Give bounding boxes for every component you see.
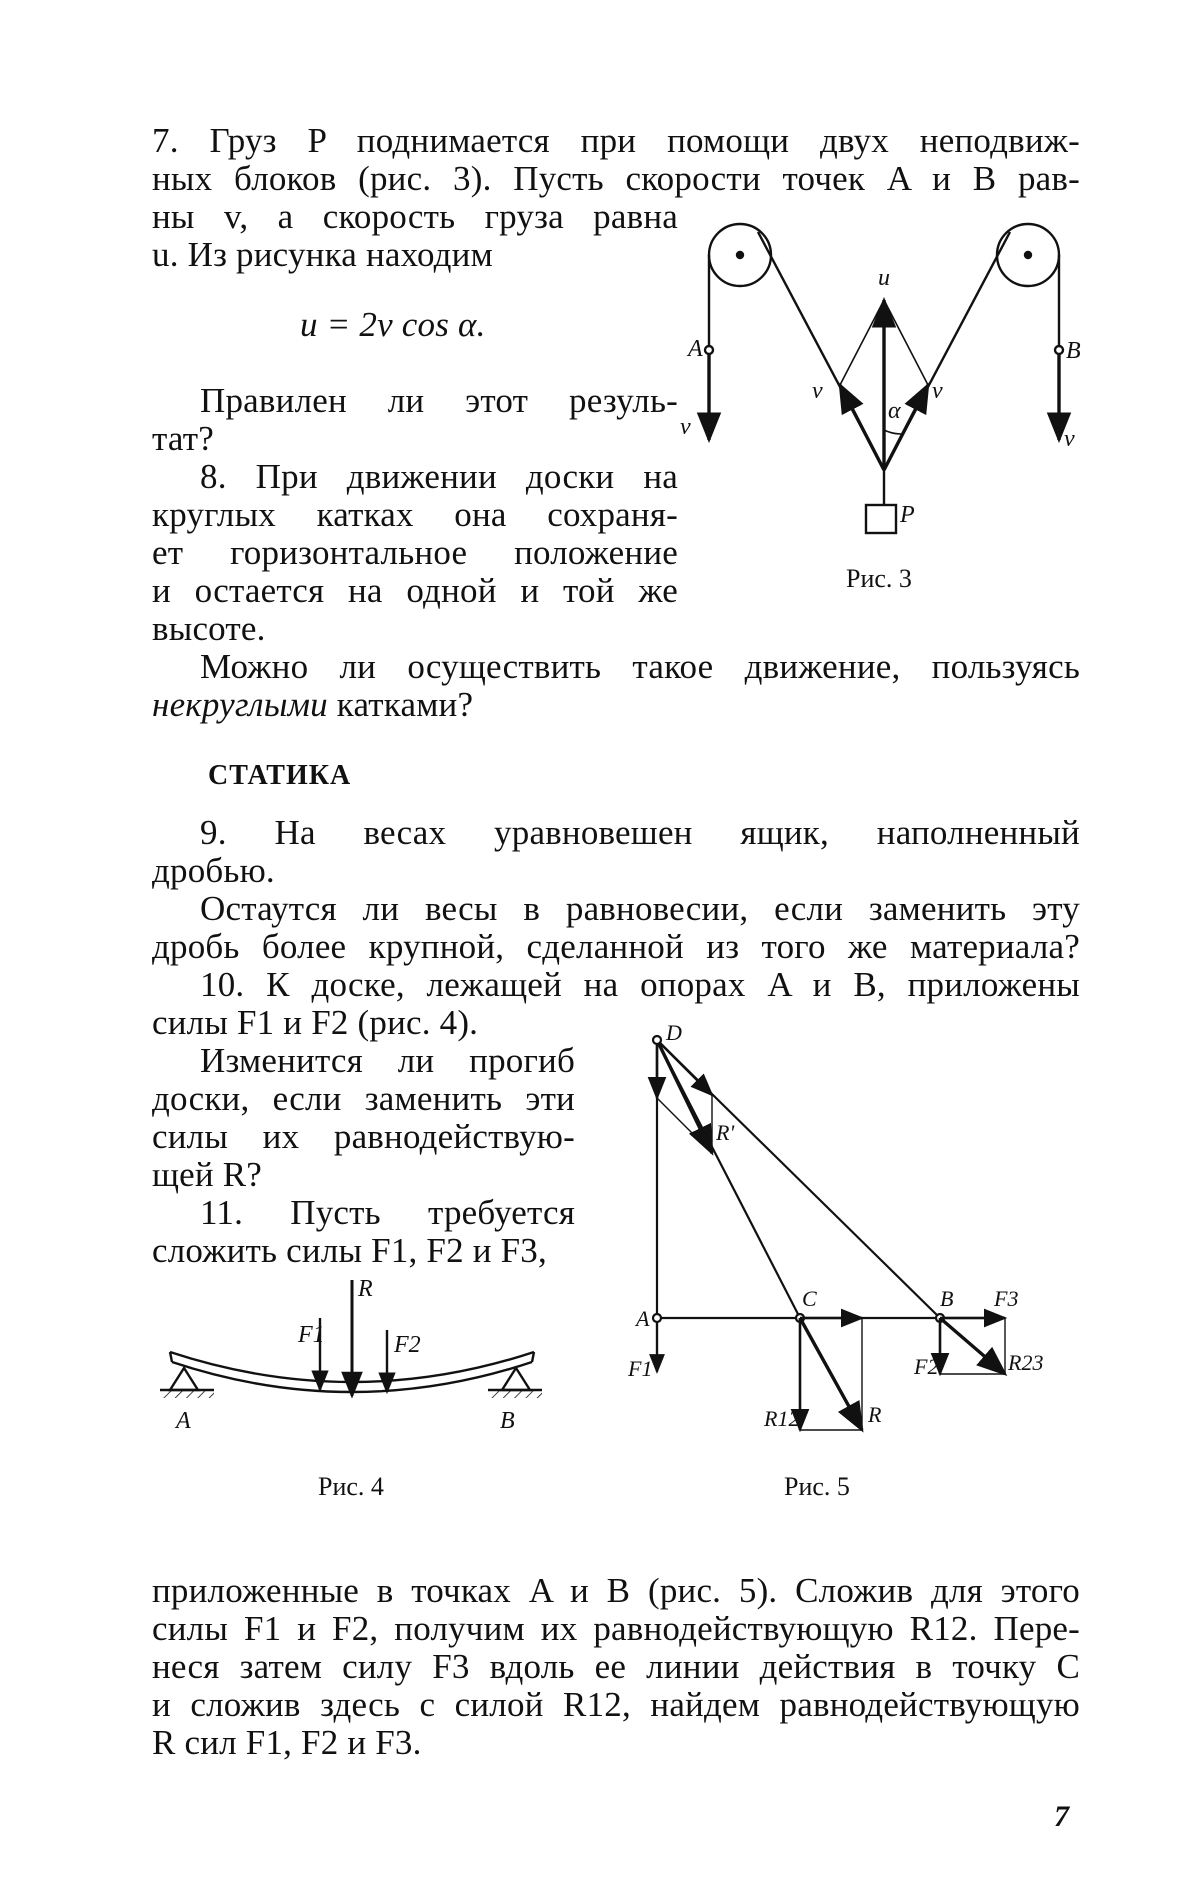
- fig4-label-R: R: [358, 1276, 373, 1302]
- figure-4-labels: [174, 1276, 515, 1434]
- p9-line-2: дробью.: [152, 851, 275, 890]
- fig4-label-F1: F1: [298, 1322, 325, 1348]
- fig5-label-C: C: [802, 1286, 817, 1311]
- p11-line-2: сложить силы F1, F2 и F3,: [152, 1231, 547, 1270]
- p7-line-2: ных блоков (рис. 3). Пусть скорости точек A и B рав-: [152, 159, 1080, 198]
- p10-line-3: Изменится ли прогиб: [200, 1041, 575, 1080]
- fig4-label-B: B: [500, 1408, 515, 1434]
- fig5-label-F1: F1: [628, 1356, 653, 1381]
- p10-line-2: силы F1 и F2 (рис. 4).: [152, 1003, 479, 1042]
- fig5-label-R12: R12: [764, 1406, 800, 1431]
- p10-line-4: доски, если заменить эти: [152, 1079, 575, 1118]
- fig4-label-A: A: [176, 1408, 191, 1434]
- p8-line-2: круглых катках она сохраня-: [152, 495, 678, 534]
- section-heading-statics: СТАТИКА: [208, 760, 352, 791]
- p7-line-4: u. Из рисунка находим: [152, 235, 493, 274]
- fig3-label-A: A: [688, 336, 703, 362]
- fig3-label-B: B: [1066, 338, 1081, 364]
- force-R-prime-arrow: [657, 1040, 712, 1153]
- velocity-v-left-arrow: [840, 385, 884, 470]
- fig3-label-u: u: [878, 265, 890, 291]
- p7-formula: u = 2v cos α.: [300, 305, 486, 344]
- fig3-label-P: P: [900, 502, 915, 528]
- figure-5-labels: [627, 1020, 1043, 1431]
- load-P: [866, 505, 896, 533]
- force-R-arrow: [800, 1318, 862, 1430]
- fig3-label-v-B: v: [1064, 426, 1075, 452]
- p8-italic-word: некруглыми: [152, 685, 328, 724]
- figure-5: [653, 1036, 1005, 1430]
- fig5-label-R-prime: R': [716, 1120, 735, 1145]
- p7-line-6: тат?: [152, 419, 214, 458]
- p7-line-5: Правилен ли этот резуль-: [200, 381, 678, 420]
- fig3-label-v-left: v: [812, 378, 823, 404]
- fig5-label-D: D: [666, 1020, 682, 1045]
- p9-line-1: 9. На весах уравновешен ящик, наполненный: [200, 813, 1080, 852]
- force-R23-arrow: [940, 1318, 1005, 1374]
- p7-line-3: ны v, а скорость груза равна: [152, 197, 678, 236]
- fig5-label-F2: F2: [914, 1354, 939, 1379]
- p10-line-5: силы их равнодействую-: [152, 1117, 575, 1156]
- support-B: [502, 1368, 530, 1390]
- fig5-label-R: R: [868, 1402, 882, 1427]
- fig5-label-R23: R23: [1008, 1350, 1044, 1375]
- p9-line-4: дробь более крупной, сделанной из того же материала?: [152, 927, 1080, 966]
- caption-fig3: Рис. 3: [846, 564, 912, 593]
- p8-line-5: высоте.: [152, 609, 266, 648]
- p10-line-6: щей R?: [152, 1155, 263, 1194]
- p8-line-3: ет горизонтальное положение: [152, 533, 678, 572]
- page-number: 7: [1054, 1800, 1069, 1833]
- p9-line-3: Остаутся ли весы в равновесии, если заменить эту: [200, 889, 1080, 928]
- p11-line-1: 11. Пусть требуется: [200, 1193, 575, 1232]
- angle-alpha-arc: [884, 430, 902, 434]
- fig3-label-v-right: v: [932, 378, 943, 404]
- p11-line-6: и сложив здесь с силой R12, найдем равнодействующую: [152, 1685, 1080, 1724]
- p7-line-1: 7. Груз P поднимается при помощи двух неподвиж-: [152, 121, 1080, 160]
- support-A: [170, 1368, 198, 1390]
- p11-line-3: приложенные в точках A и B (рис. 5). Сложив для этого: [152, 1571, 1080, 1610]
- figure-4: [160, 1280, 542, 1398]
- fig3-label-v-A: v: [680, 414, 691, 440]
- p8-line-1: 8. При движении доски на: [200, 457, 678, 496]
- p8-line-7-rest: катками?: [327, 685, 474, 724]
- p11-line-5: неся затем силу F3 вдоль ее линии действия в точку C: [152, 1647, 1080, 1686]
- caption-fig4: Рис. 4: [318, 1472, 384, 1501]
- fig5-label-A: A: [636, 1306, 650, 1331]
- fig3-label-alpha: α: [888, 398, 901, 424]
- p11-line-4: силы F1 и F2, получим их равнодействующую R12. Пере-: [152, 1609, 1080, 1648]
- figure-3-labels: [680, 265, 1081, 528]
- p11-line-7: R сил F1, F2 и F3.: [152, 1723, 422, 1762]
- fig4-label-F2: F2: [394, 1332, 421, 1358]
- p8-line-4: и остается на одной и той же: [152, 571, 678, 610]
- p8-line-6: Можно ли осуществить такое движение, пользуясь: [200, 647, 1080, 686]
- fig5-label-B: B: [940, 1286, 954, 1311]
- caption-fig5: Рис. 5: [784, 1472, 850, 1501]
- fig5-label-F3: F3: [994, 1286, 1019, 1311]
- p10-line-1: 10. К доске, лежащей на опорах A и B, приложены: [200, 965, 1080, 1004]
